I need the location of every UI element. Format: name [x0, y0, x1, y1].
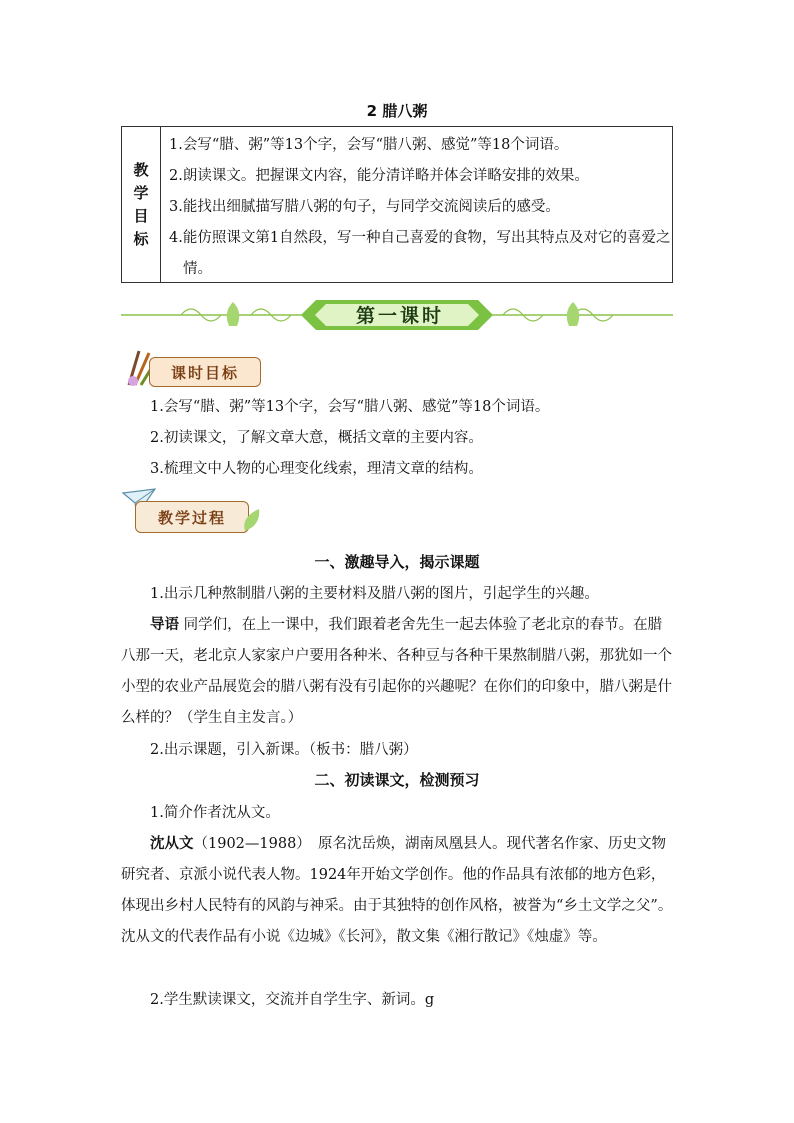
- teaching-process-label: 教学过程: [135, 501, 249, 533]
- lesson-title: 2 腊八粥: [366, 102, 428, 120]
- lesson-period-banner: 第一课时: [355, 304, 444, 327]
- period-goal-item: 3.梳理文中人物的心理变化线索，理清文章的结构。: [150, 461, 483, 477]
- author-paragraph: [121, 828, 673, 953]
- process-step: 1.简介作者沈从文。: [150, 805, 280, 821]
- period-goals-badge: [121, 347, 261, 389]
- section-heading: 一、激趣导入，揭示课题: [314, 553, 480, 571]
- period-goal-item: 1.会写“腊、粥”等13个字，会写“腊八粥、感觉”等18个词语。: [150, 399, 550, 415]
- label-char: 教: [133, 160, 149, 179]
- teaching-objectives-list: [161, 127, 672, 282]
- intro-text: 同学们，在上一课中，我们跟着老舍先生一起去体验了老北京的春节。在腊八那一天，老北京人家家户户要用各种米、各种豆与各种干果熬制腊八粥，那犹如一个小型的农业产品展览会的腊八粥有没有引起你的兴趣呢？在你们的印象中，腊八粥是什么样的？（学生自主发言。）: [121, 617, 672, 726]
- objective-item: 2.朗读课文。把握课文内容，能分清详略并体会详略安排的效果。: [169, 168, 589, 184]
- label-char: 目: [133, 206, 149, 225]
- objective-item: 4.能仿照课文第1自然段，写一种自己喜爱的食物，写出其特点及对它的喜爱之情。: [169, 230, 671, 277]
- leaf-icon: [241, 507, 263, 533]
- teaching-process-badge: [121, 487, 261, 539]
- process-step: 2.出示课题，引入新课。（板书：腊八粥）: [150, 742, 418, 758]
- teaching-objectives-label: [122, 127, 161, 282]
- leaf-icon: [567, 302, 580, 326]
- objective-item: 3.能找出细腻描写腊八粥的句子，与同学交流阅读后的感受。: [169, 199, 560, 215]
- leaf-icon: [227, 302, 240, 326]
- period-goals-label: 课时目标: [149, 357, 261, 387]
- teaching-objectives-table: [121, 126, 673, 283]
- period-goal-item: 2.初读课文，了解文章大意，概括文章的主要内容。: [150, 430, 483, 446]
- label-char: 学: [133, 183, 149, 202]
- label-char: 标: [133, 229, 149, 248]
- process-step: 2.学生默读课文，交流并自学生字、新词。g: [150, 992, 435, 1008]
- intro-label: 导语: [150, 616, 179, 633]
- process-step: 1.出示几种熬制腊八粥的主要材料及腊八粥的图片，引起学生的兴趣。: [150, 586, 599, 602]
- intro-paragraph: [121, 609, 673, 734]
- author-name: 沈从文: [150, 835, 194, 852]
- objective-item: 1.会写“腊、粥”等13个字，会写“腊八粥、感觉”等18个词语。: [169, 137, 569, 153]
- author-bio: （1902—1988） 原名沈岳焕，湖南凤凰县人。现代著名作家、历史文物研究者、京派小说代表人物。1924年开始文学创作。他的作品具有浓郁的地方色彩，体现出乡村人民特有的风韵与神采。由于其独特的创作风格，被誉为“乡土文学之父”。沈从文的代表作品有小说《边城》《长河》，散文集《湘行散记》《烛虚》等。: [121, 836, 673, 945]
- section-heading: 二、初读课文，检测预习: [314, 771, 480, 789]
